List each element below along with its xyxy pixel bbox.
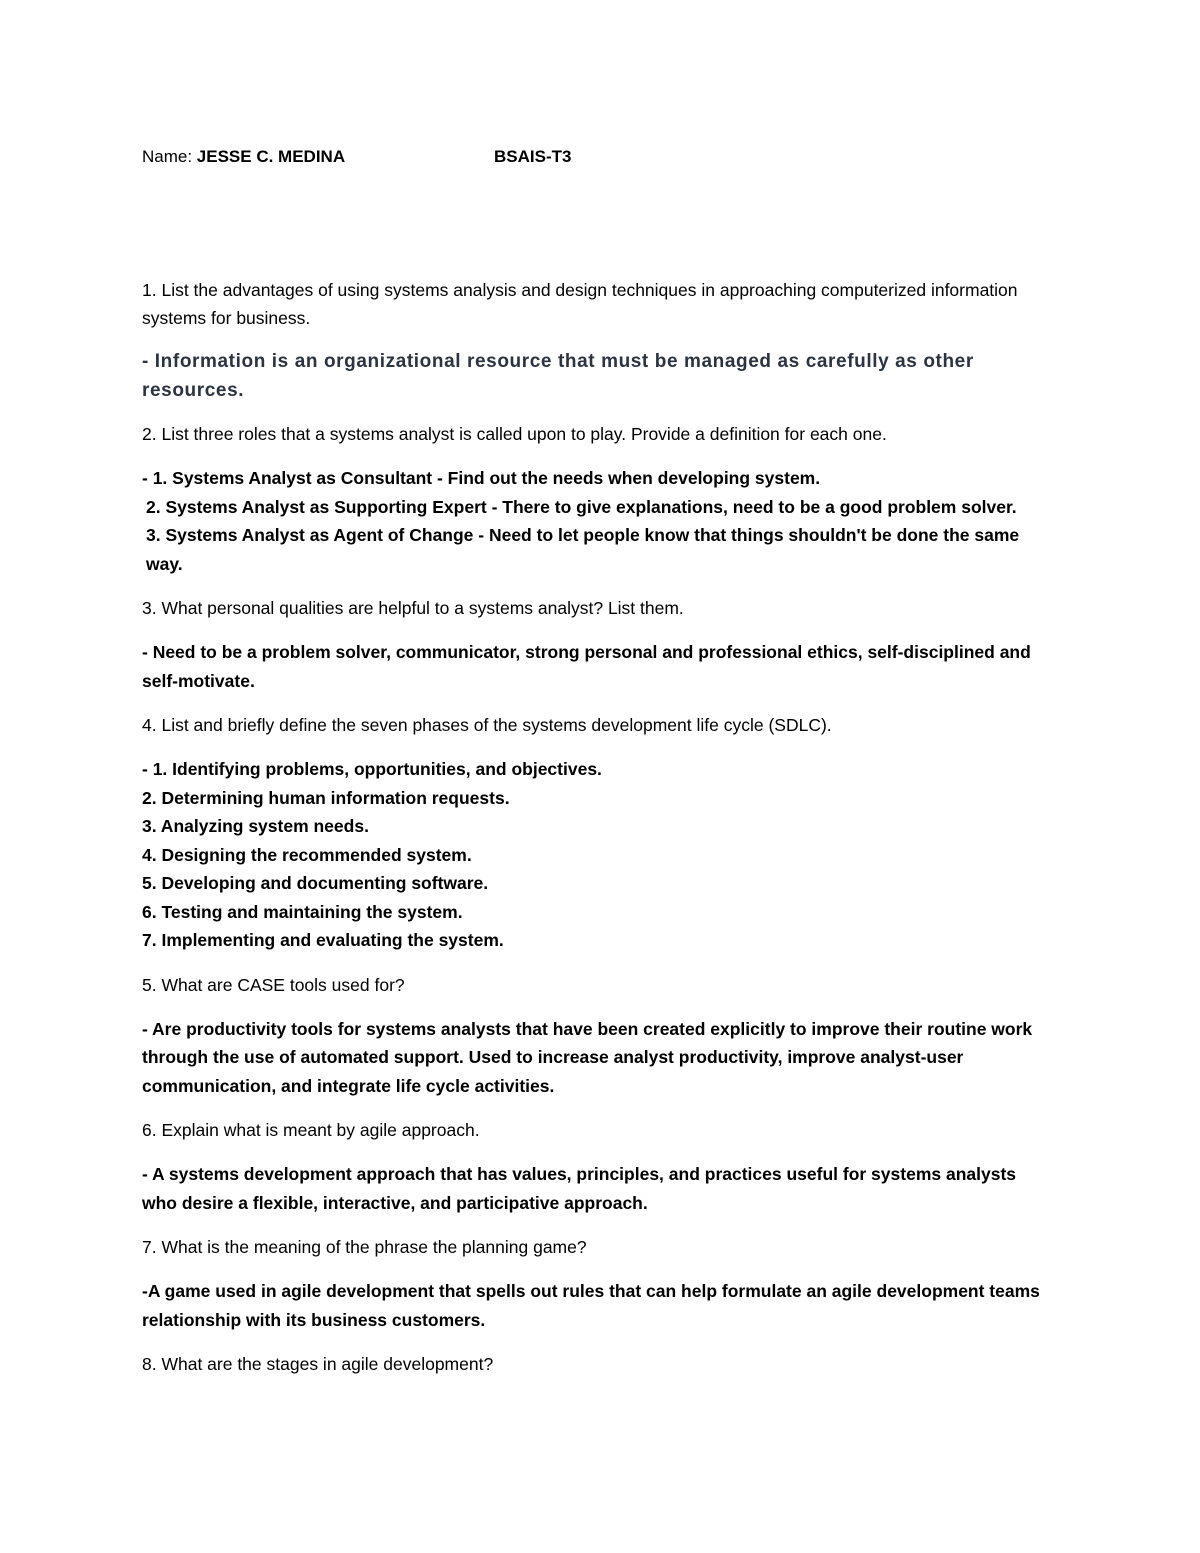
answer-7: -A game used in agile development that spells out rules that can help formulate an agile development teams relationship with its business customers. [142, 1281, 1040, 1330]
question-2: 2. List three roles that a systems analyst is called upon to play. Provide a definition for each one. [142, 424, 887, 444]
sdlc-phase-2: 2. Determining human information requests. [142, 787, 510, 808]
answer-1: - Information is an organizational resource that must be managed as carefully as other resources. [142, 351, 974, 401]
document-body [142, 276, 1054, 1394]
sdlc-phase-3: 3. Analyzing system needs. [142, 816, 369, 836]
question-8: 8. What are the stages in agile development? [142, 1354, 494, 1374]
answer-3: - Need to be a problem solver, communicator, strong personal and professional ethics, self-disciplined and self-motivate. [142, 642, 1031, 691]
answer-2-line-2: 2. Systems Analyst as Supporting Expert - There to give explanations, need to be a good problem solver. [146, 496, 1017, 517]
course-section: BSAIS-T3 [494, 147, 572, 166]
answer-6: - A systems development approach that has values, principles, and practices useful for systems analysts who desire a flexible, interactive, and participative approach. [142, 1164, 1017, 1213]
question-5: 5. What are CASE tools used for? [142, 974, 405, 995]
question-4: 4. List and briefly define the seven phases of the systems development life cycle (SDLC). [142, 715, 832, 735]
name-label: Name: [142, 147, 197, 166]
question-3: 3. What personal qualities are helpful to a systems analyst? List them. [142, 598, 684, 618]
answer-4 [142, 755, 1054, 955]
sdlc-phase-7: 7. Implementing and evaluating the system. [142, 930, 504, 950]
document-header [142, 145, 572, 169]
sdlc-phase-1: - 1. Identifying problems, opportunities, and objectives. [142, 759, 602, 779]
answer-2-line-3: 3. Systems Analyst as Agent of Change - Need to let people know that things shouldn't be done the same way. [146, 525, 1020, 574]
answer-5: - Are productivity tools for systems analysts that have been created explicitly to improve their routine work through the use of automated support. Used to increase analyst productivity, improve analyst-user communication, and integrate life cycle activities. [142, 1018, 1033, 1096]
sdlc-phase-6: 6. Testing and maintaining the system. [142, 901, 463, 922]
question-7: 7. What is the meaning of the phrase the planning game? [142, 1237, 587, 1257]
question-1: 1. List the advantages of using systems analysis and design techniques in approaching computerized information systems for business. [142, 280, 1018, 328]
answer-2-line-1: - 1. Systems Analyst as Consultant - Find out the needs when developing system. [142, 468, 821, 488]
sdlc-phase-5: 5. Developing and documenting software. [142, 873, 489, 893]
student-name: JESSE C. MEDINA [196, 147, 346, 166]
question-6: 6. Explain what is meant by agile approach. [142, 1120, 480, 1140]
answer-2 [142, 464, 1054, 578]
sdlc-phase-4: 4. Designing the recommended system. [142, 844, 472, 865]
